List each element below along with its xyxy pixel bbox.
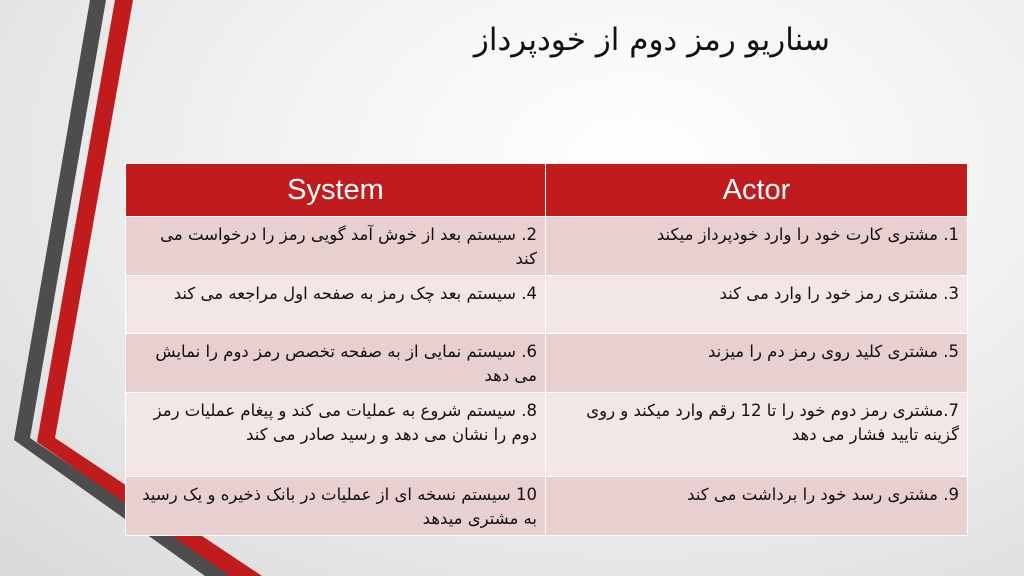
- actor-cell: 3. مشتری رمز خود را وارد می کند: [546, 276, 968, 334]
- actor-cell: 9. مشتری رسد خود را برداشت می کند: [546, 477, 968, 536]
- table-row: [126, 393, 968, 477]
- actor-cell: 5. مشتری کلید روی رمز دم را میزند: [546, 334, 968, 393]
- system-cell: 4. سیستم بعد چک رمز به صفحه اول مراجعه می کند: [126, 276, 546, 334]
- header-system: System: [126, 164, 546, 217]
- actor-cell: 1. مشتری کارت خود را وارد خودپرداز میکند: [546, 217, 968, 276]
- table-header-row: [126, 164, 968, 217]
- header-actor: Actor: [546, 164, 968, 217]
- system-cell: 10 سیستم نسخه ای از عملیات در بانک ذخیره و یک رسید به مشتری میدهد: [126, 477, 546, 536]
- table-row: [126, 276, 968, 334]
- table-row: [126, 477, 968, 536]
- table-row: [126, 334, 968, 393]
- scenario-table: [125, 163, 968, 536]
- system-cell: 2. سیستم بعد از خوش آمد گویی رمز را درخواست می کند: [126, 217, 546, 276]
- actor-cell: 7.مشتری رمز دوم خود را تا 12 رقم وارد میکند و روی گزینه تایید فشار می دهد: [546, 393, 968, 477]
- table-row: [126, 217, 968, 276]
- slide-title: سناریو رمز دوم از خودپرداز: [473, 22, 830, 58]
- system-cell: 6. سیستم نمایی از به صفحه تخصص رمز دوم را نمایش می دهد: [126, 334, 546, 393]
- system-cell: 8. سیستم شروع به عملیات می کند و پیغام عملیات رمز دوم را نشان می دهد و رسید صادر می کند: [126, 393, 546, 477]
